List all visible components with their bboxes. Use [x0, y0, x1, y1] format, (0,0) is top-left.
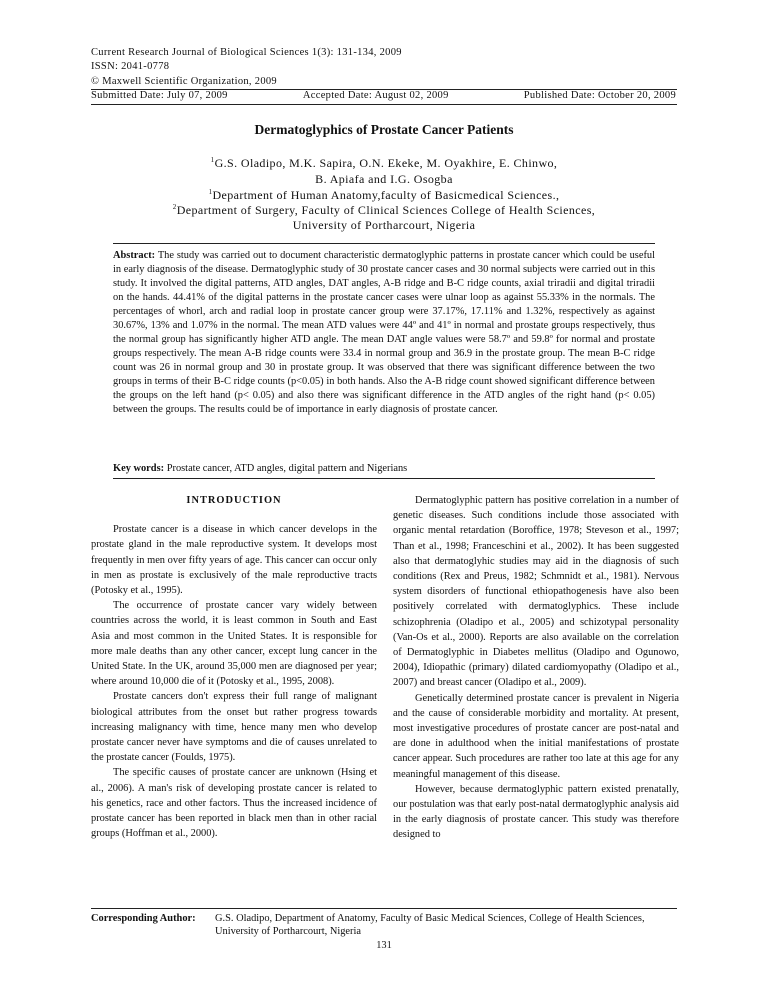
left-paragraph-4: The specific causes of prostate cancer are unknown (Hsing et al., 2006). A man's risk of developing prostate cancer is related to his genetics, race and other factors. Thus the increased incidence of prostate cancer has been reported in black men than in other racial groups (Hoffman et al., 2000).	[91, 767, 377, 840]
right-column	[393, 493, 679, 843]
affiliation-2-text: Department of Surgery, Faculty of Clinical Sciences College of Health Sciences,	[176, 203, 596, 217]
left-paragraph-2: The occurrence of prostate cancer vary widely between countries across the world, it is least common in South and East Asia and most common in the United States. It is responsible for more male deaths than any other cancer, except lung cancer in the United State. In the UK, around 35,000 men are diagnosed per year; where around 10,000 die of it (Potosky et al., 1995, 2008).	[91, 600, 377, 688]
published-date: Published Date: October 20, 2009	[523, 90, 676, 101]
right-paragraph-1: Dermatoglyphic pattern has positive correlation in a number of genetic diseases. Such conditions include those associated with organic mental retardation (Boroffice, 1978; Steveson et al., 1997; Than et al., 1998; Franceschini et al., 2002). It has been suggested also that dermatoglyhic studies may aid in the diagnosis of such conditions (Rex and Preus, 1982; Schmnidt et al., 1981). Nervous system disorders of functional ethiopathogenesis have also been positively correlated with dermatoglyphics. These include schizophrenia (Oladipo et al., 2005) and schizotypal personality (Van-Os et al., 2000). Reports are also available on the correlation of Dermatoglyphic in Diabetes mellitus (Oladipo and Ogunowo, 2004), Idiopathic (primary) dilated cardiomyopathy (Oladipo et al., 2007) and breast cancer (Oladipo et al., 2009).	[393, 495, 679, 689]
footer-rule	[91, 908, 677, 909]
submitted-date: Submitted Date: July 07, 2009	[91, 90, 228, 101]
corresponding-author	[91, 912, 645, 938]
abstract-rule-top	[113, 243, 655, 244]
affiliation-1-text: Department of Human Anatomy,faculty of Basicmedical Sciences.,	[212, 188, 560, 202]
abstract	[113, 249, 655, 417]
left-paragraph-3: Prostate cancers don't express their full range of malignant biological attributes from the onset but rather progress towards increasing malignancy with time, hence many men who develop prostate cancer never have symptoms and die of causes unrelated to the prostate cancer (Foulds, 1975).	[91, 691, 377, 764]
abstract-text: The study was carried out to document characteristic dermatoglyphic patterns in prostate cancer which could be useful in early diagnosis of the disease. Dermatoglyphic study of 30 prostate cancer cases and 30 normal subjects were carried out in this study. It involved the digital patterns, ATD angles, DAT angles, A-B ridge and B-C ridge counts, axial triradii and digital triradii on the hands. 44.41% of the digital patterns in the prostate cancer cases were ulnar loop as against 55.33% in the normals. The percentages of whorl, arch and radial loop in prostate cancer group were 37.17%, 17.11% and 1.32%, respectively as against 30.67%, 13% and 1.07% in the normal. The mean ATD values were 44º and 41º in normal and prostate groups respectively, thus the normal group has significantly higher ATD angle. The mean DAT angle values were 58.7º and 59.8º for normal and prostate groups respectively. The mean A-B ridge counts were 33.4 in normal group and 36.9 in the prostate group. The mean B-C ridge count was 26 in normal group and 30 in prostate group. It was observed that there was significant difference between the two groups in terms of their B-C ridge counts (p<0.05) in both hands. Also the A-B ridge count showed significant difference between the groups on the left hand (p< 0.05) and also there was significant difference in the ATD angles of the right hand (p< 0.05) between the groups. The results could be of importance in early diagnosis of prostate cancer.	[113, 250, 655, 415]
left-column	[91, 493, 377, 841]
left-paragraph-1: Prostate cancer is a disease in which cancer develops in the prostate gland in the male reproductive system. It develops most frequently in men over fifty years of age. This cancer can occur only in men as prostate is exclusively of the male reproductive tracts (Potosky et al., 1995).	[91, 524, 377, 597]
authors-line-1: $^1$G.S. Oladipo, M.K. Sapira, O.N. Ekeke, M. Oyakhire, E. Chinwo,	[210, 156, 558, 170]
right-paragraph-2: Genetically determined prostate cancer is prevalent in Nigeria and the cause of considerable morbidity and mortality. At present, most investigative procedures of prostate cancer are post-natal and are done in adulthood when the initial manifestations of prostate cancer appear. Such procedures are rather too late at this age for any meaningful management of this disease.	[393, 692, 679, 780]
journal-citation: Current Research Journal of Biological Sciences 1(3): 131-134, 2009	[91, 47, 402, 58]
corresponding-author-label: Corresponding Author:	[91, 913, 196, 924]
issn: ISSN: 2041-0778	[91, 61, 170, 72]
abstract-label: Abstract:	[113, 250, 156, 261]
affiliation-2: $^2$Department of Surgery, Faculty of Clinical Sciences College of Health Sciences,	[172, 203, 596, 217]
keywords	[113, 463, 655, 474]
header-rule-bottom	[91, 104, 677, 105]
corresponding-author-line-2: University of Portharcourt, Nigeria	[215, 926, 362, 937]
right-paragraph-3: However, because dermatoglyphic pattern existed prenatally, our postulation was that early post-natal dermatoglyphic analysis aid in the early diagnosis of prostate cancer. This study was therefore designed to	[393, 783, 679, 841]
affiliation-1: $^1$Department of Human Anatomy,faculty of Basicmedical Sciences.,	[208, 188, 560, 202]
authors-text-1: G.S. Oladipo, M.K. Sapira, O.N. Ekeke, M. Oyakhire, E. Chinwo,	[214, 156, 558, 170]
corresponding-author-line-1: G.S. Oladipo, Department of Anatomy, Faculty of Basic Medical Sciences, College of Health Sciences,	[215, 913, 645, 924]
copyright: © Maxwell Scientific Organization, 2009	[91, 76, 277, 87]
abstract-rule-bottom	[113, 478, 655, 479]
paper-title: Dermatoglyphics of Prostate Cancer Patients	[254, 122, 514, 137]
accepted-date: Accepted Date: August 02, 2009	[302, 90, 449, 101]
keywords-text: Prostate cancer, ATD angles, digital pattern and Nigerians	[166, 463, 408, 474]
keywords-label: Key words:	[113, 463, 165, 474]
page-number: 131	[376, 940, 392, 951]
affiliation-2b: University of Portharcourt, Nigeria	[292, 218, 476, 232]
authors-text-2: B. Apiafa and I.G. Osogba	[315, 172, 453, 186]
dates-row	[91, 90, 676, 101]
authors-line-2	[0, 172, 768, 187]
introduction-heading: INTRODUCTION	[186, 495, 282, 506]
